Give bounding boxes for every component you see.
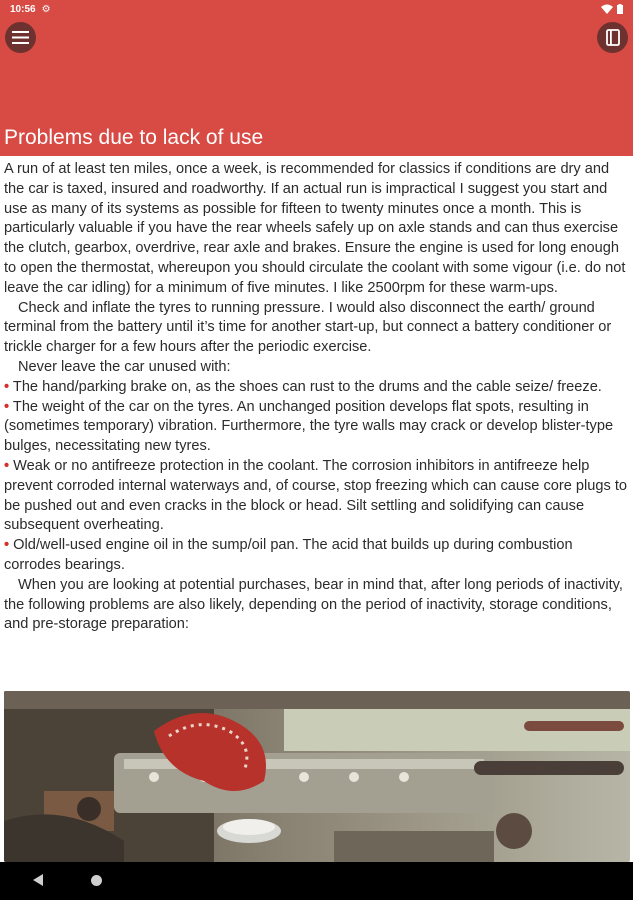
bullet-icon: • (4, 537, 10, 554)
back-triangle-icon[interactable] (33, 874, 43, 886)
bullet-item (4, 378, 629, 398)
bullet-icon: • (4, 457, 10, 474)
bullet-item (4, 398, 629, 457)
hamburger-menu-icon (12, 31, 29, 44)
bullet-text: Old/well-used engine oil in the sump/oil pan. The acid that builds up during combustion corrodes bearings. (4, 537, 573, 573)
wifi-icon (601, 4, 613, 14)
article-body (0, 156, 633, 691)
bullet-item (4, 457, 629, 536)
page-title: Problems due to lack of use (4, 126, 264, 149)
bullet-item (4, 536, 629, 576)
book-icon (606, 29, 620, 46)
battery-icon (617, 4, 623, 14)
engine-bay-photo (4, 691, 630, 862)
status-icons (601, 4, 623, 14)
bullet-icon: • (4, 378, 10, 395)
paragraph: Check and inflate the tyres to running pressure. I would also disconnect the earth/ ground terminal from the battery until it’s time for another start-up, but connect a battery conditioner or trickle charger for a few hours after the periodic exercise. (4, 299, 612, 356)
system-nav-bar (0, 862, 633, 900)
settings-gear-icon: ⚙ (41, 3, 51, 15)
home-circle-icon[interactable] (91, 875, 102, 886)
bullet-icon: • (4, 398, 10, 415)
app-header (0, 18, 633, 156)
engine-photo-illustration (4, 691, 630, 862)
bookmarks-button[interactable] (597, 22, 628, 53)
paragraph: Never leave the car unused with: (18, 358, 231, 375)
bullet-text: The weight of the car on the tyres. An unchanged position develops flat spots, resulting in (sometimes temporary) vibration. Furthermore, the tyre walls may crack or develop blister-type bulges, necessitating new tyres. (4, 398, 614, 455)
paragraph: A run of at least ten miles, once a week, is recommended for classics if conditions are dry and the car is taxed, insured and roadworthy. If an actual run is impractical I suggest you start and use as many of its systems as possible for fifteen to twenty minutes once a month. This is particularly valuable if you have the rear wheels safely up on axle stands and can thus exercise the clutch, gearbox, overdrive, rear axle and brakes. Ensure the engine is used for long enough to open the thermostat, whereupon you should circulate the coolant with some vigour (i.e. do not leave the car idling) for a minimum of five minutes. I like 2500rpm for these warm-ups. (4, 161, 626, 296)
bullet-text: Weak or no antifreeze protection in the coolant. The corrosion inhibitors in antifreeze help prevent corroded internal waterways and, of course, stop freezing which can cause core plugs to be pushed out and even cracks in the block or head. Silt settling and solidifying can cause subsequent overheating. (4, 457, 628, 534)
menu-button[interactable] (5, 22, 36, 53)
status-time: 10:56 (10, 3, 36, 15)
status-bar (0, 0, 633, 18)
paragraph: When you are looking at potential purchases, bear in mind that, after long periods of inactivity, the following problems are also likely, depending on the period of inactivity, storage conditions, and pre-storage preparation: (4, 576, 623, 633)
bullet-text: The hand/parking brake on, as the shoes can rust to the drums and the cable seize/ freeze. (9, 378, 602, 395)
